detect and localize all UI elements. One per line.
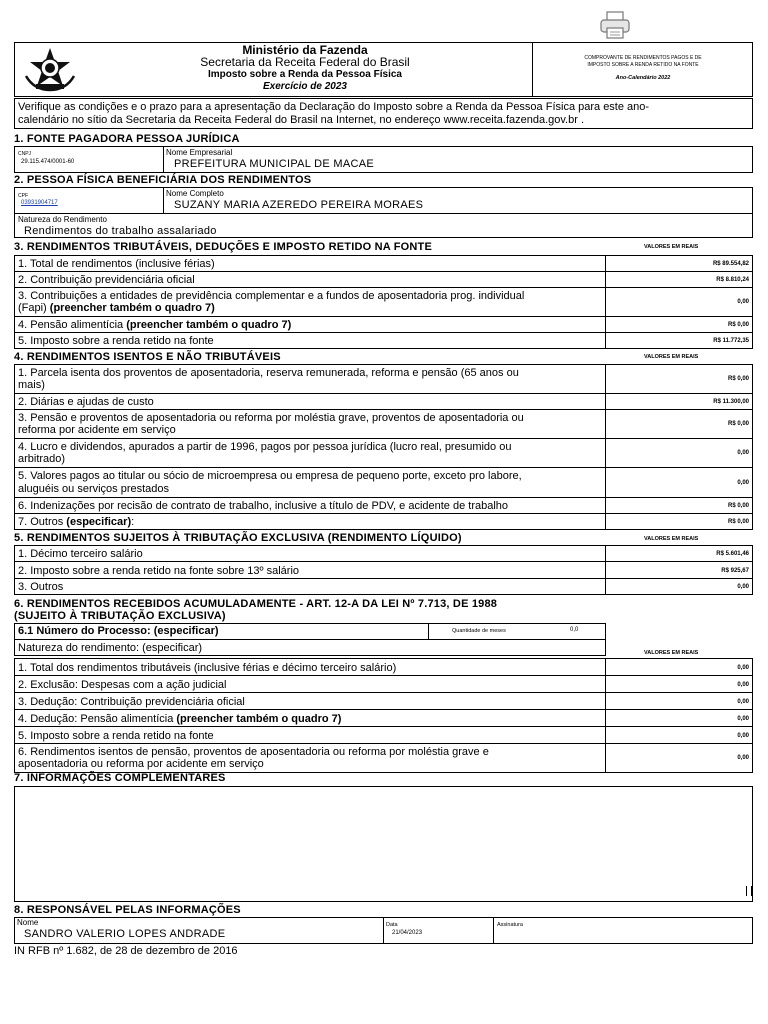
nome-empresarial-label: Nome Empresarial [166,148,233,157]
nome-completo-value: SUZANY MARIA AZEREDO PEREIRA MORAES [174,199,424,211]
natureza-label: Natureza do Rendimento [18,215,107,224]
s4-value-box-4 [606,438,753,468]
valores-label-s6: VALORES EM REAIS [644,650,699,656]
s6-value-box-3 [606,692,753,710]
intro-line1: Verifique as condições e o prazo para a apresentação da Declaração do Imposto sobre a Renda da Pessoa Física para este ano- [18,101,650,113]
responsavel-nome-label: Nome [17,918,39,927]
section-2-title: 2. PESSOA FÍSICA BENEFICIÁRIA DOS RENDIMENTOS [14,174,312,186]
section-8-title: 8. RESPONSÁVEL PELAS INFORMAÇÕES [14,904,241,916]
s4-row-5: 5. Valores pagos ao titular ou sócio de microempresa ou empresa de pequeno porte, exceto pro labore, aluguéis ou serviços prestados [14,467,606,498]
header-divider [532,42,533,97]
section-1-title: 1. FONTE PAGADORA PESSOA JURÍDICA [14,133,240,145]
s5-amount-1: R$ 5.601,46 [716,551,749,557]
section-6-title-1: 6. RENDIMENTOS RECEBIDOS ACUMULADAMENTE - ART. 12-A DA LEI Nº 7.713, DE 1988 [14,598,498,610]
s5-row-2: 2. Imposto sobre a renda retido na fonte sobre 13º salário [14,561,606,579]
responsavel-assinatura-box [493,917,753,944]
resize-handle-icon[interactable] [746,886,752,896]
s5-row-1: 1. Décimo terceiro salário [14,545,606,562]
s5-amount-3: 0,00 [737,584,749,590]
s4-row-7: 7. Outros (especificar): [14,513,606,530]
s3-row-1: 1. Total de rendimentos (inclusive férias) [14,255,606,272]
s6-value-box-5 [606,726,753,744]
ministry-title: Ministério da Fazenda [242,43,368,57]
section-4-title: 4. RENDIMENTOS ISENTOS E NÃO TRIBUTÁVEIS [14,351,281,363]
s4-value-box-2 [606,393,753,410]
s5-value-box-2 [606,561,753,579]
responsavel-nome-value: SANDRO VALERIO LOPES ANDRADE [24,928,226,940]
valores-label-s4: VALORES EM REAIS [644,354,699,360]
s6-row-5: 5. Imposto sobre a renda retido na fonte [14,726,606,744]
s6-row-1: 1. Total dos rendimentos tributáveis (inclusive férias e décimo terceiro salário) [14,658,606,676]
exercicio-title: Exercício de 2023 [263,81,347,92]
qtd-meses-label: Quantidade de meses [452,628,506,634]
s4-amount-1: R$ 0,00 [727,376,749,382]
section-6-title-2: (SUJEITO À TRIBUTAÇÃO EXCLUSIVA) [14,610,226,622]
s3-value-box-4 [606,316,753,333]
s6-amount-2: 0,00 [737,682,749,688]
s4-row-1: 1. Parcela isenta dos proventos de aposentadoria, reserva remunerada, reforma e pensão (65 anos ou mais) [14,364,606,394]
s3-amount-1: R$ 89.554,82 [712,261,749,267]
printer-icon[interactable] [598,10,632,40]
responsavel-assinatura-label: Assinatura [497,922,523,928]
s4-row-4: 4. Lucro e dividendos, apurados a partir de 1996, pagos por pessoa jurídica (lucro real, presumido ou arbitrado) [14,438,606,468]
s4-row-2: 2. Diárias e ajudas de custo [14,393,606,410]
cnpj-label: CNPJ [18,151,32,157]
nome-completo-label: Nome Completo [166,189,224,198]
valores-label-s3: VALORES EM REAIS [644,244,699,250]
qtd-meses-value: 0,0 [570,627,579,633]
s4-row-6: 6. Indenizações por recisão de contrato de trabalho, inclusive a título de PDV, e acidente de trabalho [14,497,606,514]
s3-row-3: 3. Contribuições a entidades de previdência complementar e a fundos de aposentadoria prog. individual (Fapi) (preencher também o quadro 7) [14,287,606,317]
s6-row-6: 6. Rendimentos isentos de pensão, proventos de aposentadoria ou reforma por moléstia grave e aposentadoria ou reforma por acidente em serviço [14,743,606,773]
imposto-title: Imposto sobre a Renda da Pessoa Física [208,69,402,80]
s4-value-box-6 [606,497,753,514]
s4-amount-4: 0,00 [737,450,749,456]
s6-amount-4: 0,00 [737,716,749,722]
s4-amount-2: R$ 11.300,00 [713,399,749,405]
s6-amount-3: 0,00 [737,699,749,705]
s3-amount-5: R$ 11.772,35 [713,338,749,344]
s6-value-box-6 [606,743,753,773]
s4-value-box-3 [606,409,753,439]
s3-row-4: 4. Pensão alimentícia (preencher também o quadro 7) [14,316,606,333]
natureza-value: Rendimentos do trabalho assalariado [24,225,217,237]
coat-of-arms-logo [22,46,78,92]
s6-amount-1: 0,00 [737,665,749,671]
s3-amount-2: R$ 8.810,24 [716,277,749,283]
cpf-label: CPF [18,193,28,199]
nome-empresarial-value: PREFEITURA MUNICIPAL DE MACAE [174,158,375,170]
comprovante-line1: COMPROVANTE DE RENDIMENTOS PAGOS E DE [584,55,702,61]
valores-label-s5: VALORES EM REAIS [644,536,699,542]
s4-amount-3: R$ 0,00 [727,421,749,427]
s5-amount-2: R$ 925,67 [721,568,749,574]
s4-value-box-5 [606,467,753,498]
s3-value-box-5 [606,332,753,349]
processo-label: 6.1 Número do Processo: (especificar) [18,625,219,637]
s3-value-box-1 [606,255,753,272]
s6-row-3: 3. Dedução: Contribuição previdenciária oficial [14,692,606,710]
section-3-title: 3. RENDIMENTOS TRIBUTÁVEIS, DEDUÇÕES E IMPOSTO RETIDO NA FONTE [14,241,433,253]
secretaria-title: Secretaria da Receita Federal do Brasil [200,55,410,69]
s6-natureza-row: Natureza do rendimento: (especificar) [14,639,606,656]
section-5-title: 5. RENDIMENTOS SUJEITOS À TRIBUTAÇÃO EXCLUSIVA (RENDIMENTO LÍQUIDO) [14,532,462,544]
s6-value-box-1 [606,658,753,676]
s4-row-3: 3. Pensão e proventos de aposentadoria ou reforma por moléstia grave, proventos de aposentadoria ou reforma por acidente em serviço [14,409,606,439]
footer-legal-ref: IN RFB nº 1.682, de 28 de dezembro de 2016 [14,945,238,957]
s3-amount-3: 0,00 [737,299,749,305]
informacoes-complementares-box[interactable] [14,786,753,902]
s6-row-2: 2. Exclusão: Despesas com a ação judicial [14,675,606,693]
s5-value-box-3 [606,578,753,595]
s6-amount-6: 0,00 [737,755,749,761]
s4-amount-6: R$ 0,00 [727,503,749,509]
s4-value-box-1 [606,364,753,394]
s3-value-box-2 [606,271,753,288]
s3-value-box-3 [606,287,753,317]
s4-value-box-7 [606,513,753,530]
cnpj-value: 29.115.474/0001-60 [21,159,75,165]
s4-amount-5: 0,00 [737,480,749,486]
s5-row-3: 3. Outros [14,578,606,595]
s3-row-5: 5. Imposto sobre a renda retido na fonte [14,332,606,349]
ano-calendario: Ano-Calendário 2022 [615,75,671,81]
section-7-title: 7. INFORMAÇÕES COMPLEMENTARES [14,772,226,784]
s3-amount-4: R$ 0,00 [727,322,749,328]
responsavel-data-value: 21/04/2023 [392,930,423,936]
s6-value-box-2 [606,675,753,693]
s3-row-2: 2. Contribuição previdenciária oficial [14,271,606,288]
intro-line2: calendário no sítio da Secretaria da Receita Federal do Brasil na Internet, no endereço www.receita.fazenda.gov.br . [18,114,585,126]
comprovante-line2: IMPOSTO SOBRE A RENDA RETIDO NA FONTE [587,62,699,68]
s4-amount-7: R$ 0,00 [727,519,749,525]
s6-value-box-4 [606,709,753,727]
s6-amount-5: 0,00 [737,733,749,739]
s5-value-box-1 [606,545,753,562]
s6-row-4: 4. Dedução: Pensão alimentícia (preencher também o quadro 7) [14,709,606,727]
cpf-value[interactable]: 03931904717 [21,200,58,206]
responsavel-data-label: Data [386,922,398,928]
